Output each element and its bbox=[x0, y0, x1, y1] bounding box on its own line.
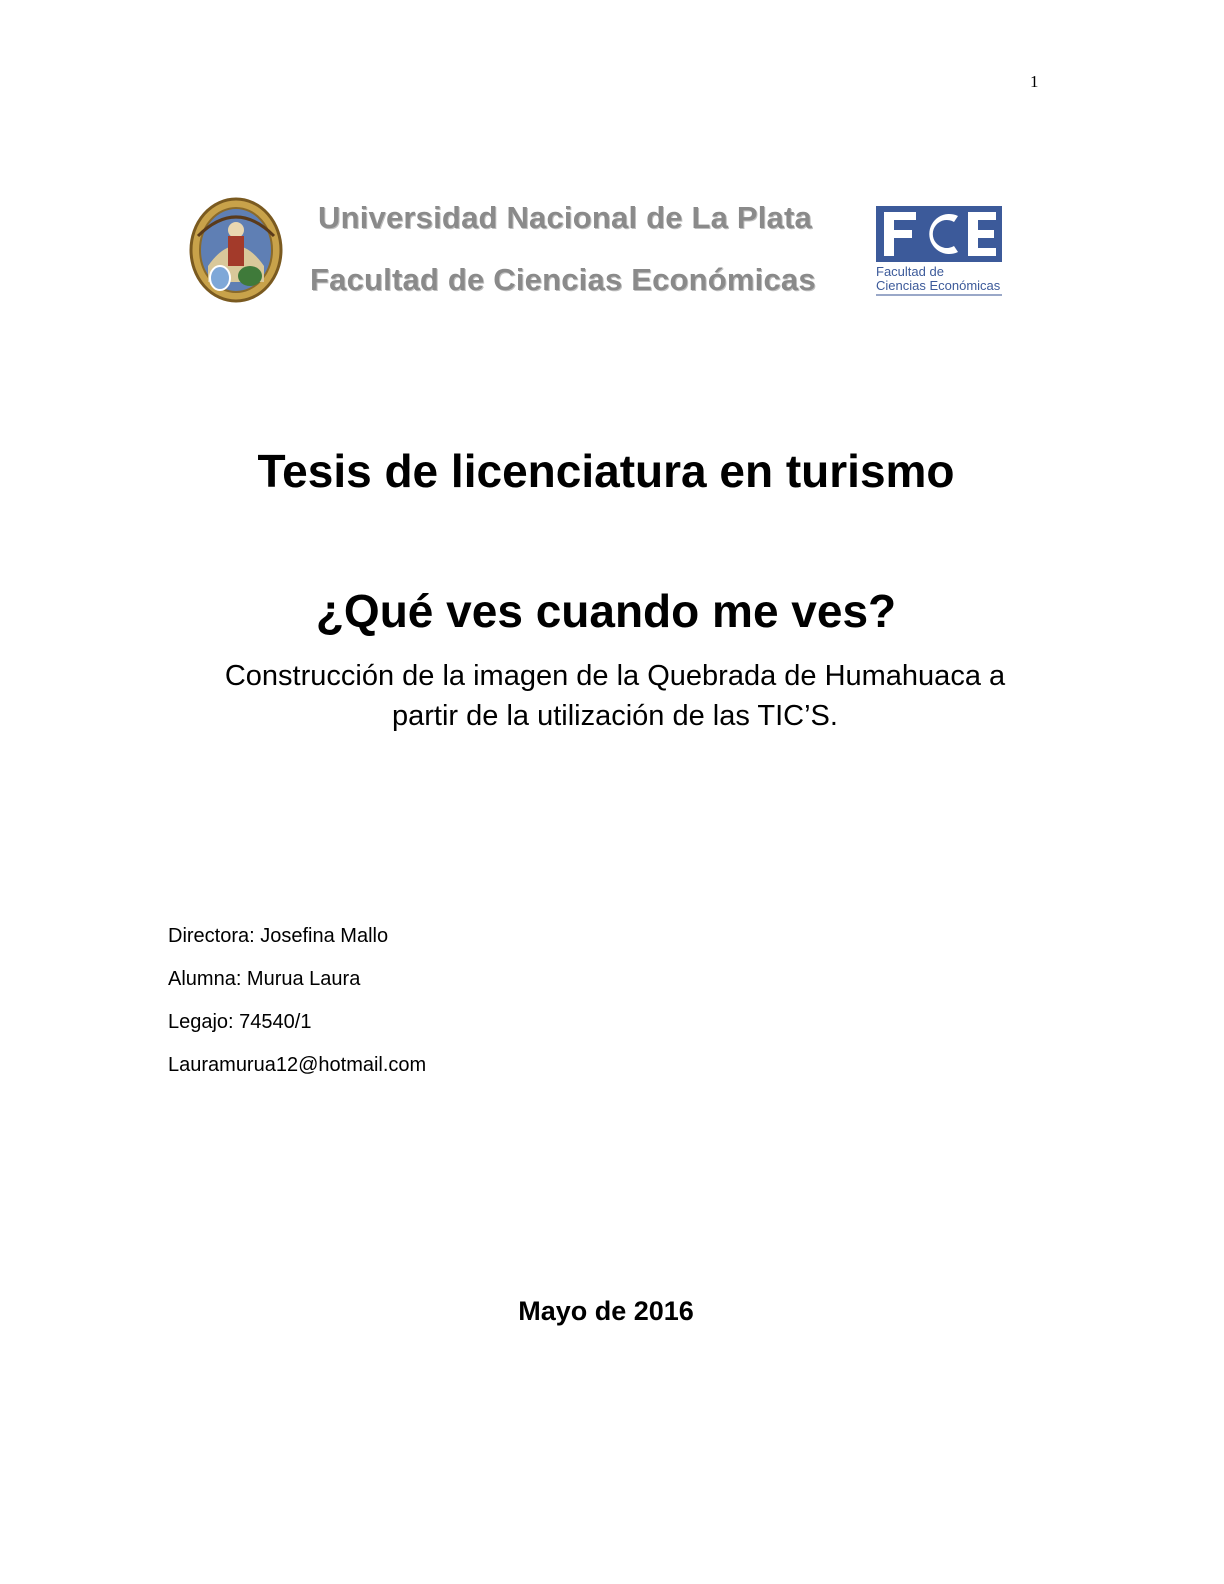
fce-logo-line2: Ciencias Económicas bbox=[876, 278, 1001, 293]
file-number-line: Legajo: 74540/1 bbox=[168, 1011, 312, 1033]
student-line: Alumna: Murua Laura bbox=[168, 968, 361, 990]
fce-logo-line1: Facultad de bbox=[876, 264, 944, 279]
date: Mayo de 2016 bbox=[518, 1296, 694, 1326]
document-header bbox=[188, 196, 1018, 308]
fce-logo bbox=[876, 204, 1006, 300]
university-seal-icon bbox=[188, 196, 284, 304]
thesis-title: Tesis de licenciatura en turismo bbox=[257, 445, 955, 497]
subtitle-line-1: Construcción de la imagen de la Quebrada de Humahuaca a bbox=[224, 660, 1006, 692]
faculty-name: Facultad de Ciencias Económicas bbox=[310, 262, 816, 297]
thesis-subtitle bbox=[150, 656, 1080, 736]
university-name: Universidad Nacional de La Plata bbox=[318, 200, 812, 235]
email-line: Lauramurua12@hotmail.com bbox=[168, 1054, 427, 1076]
author-info bbox=[168, 922, 426, 1094]
subtitle-line-2: partir de la utilización de las TIC’S. bbox=[392, 700, 838, 732]
director-line: Directora: Josefina Mallo bbox=[168, 925, 389, 947]
thesis-question: ¿Qué ves cuando me ves? bbox=[315, 585, 897, 637]
page-number: 1 bbox=[1030, 72, 1039, 91]
